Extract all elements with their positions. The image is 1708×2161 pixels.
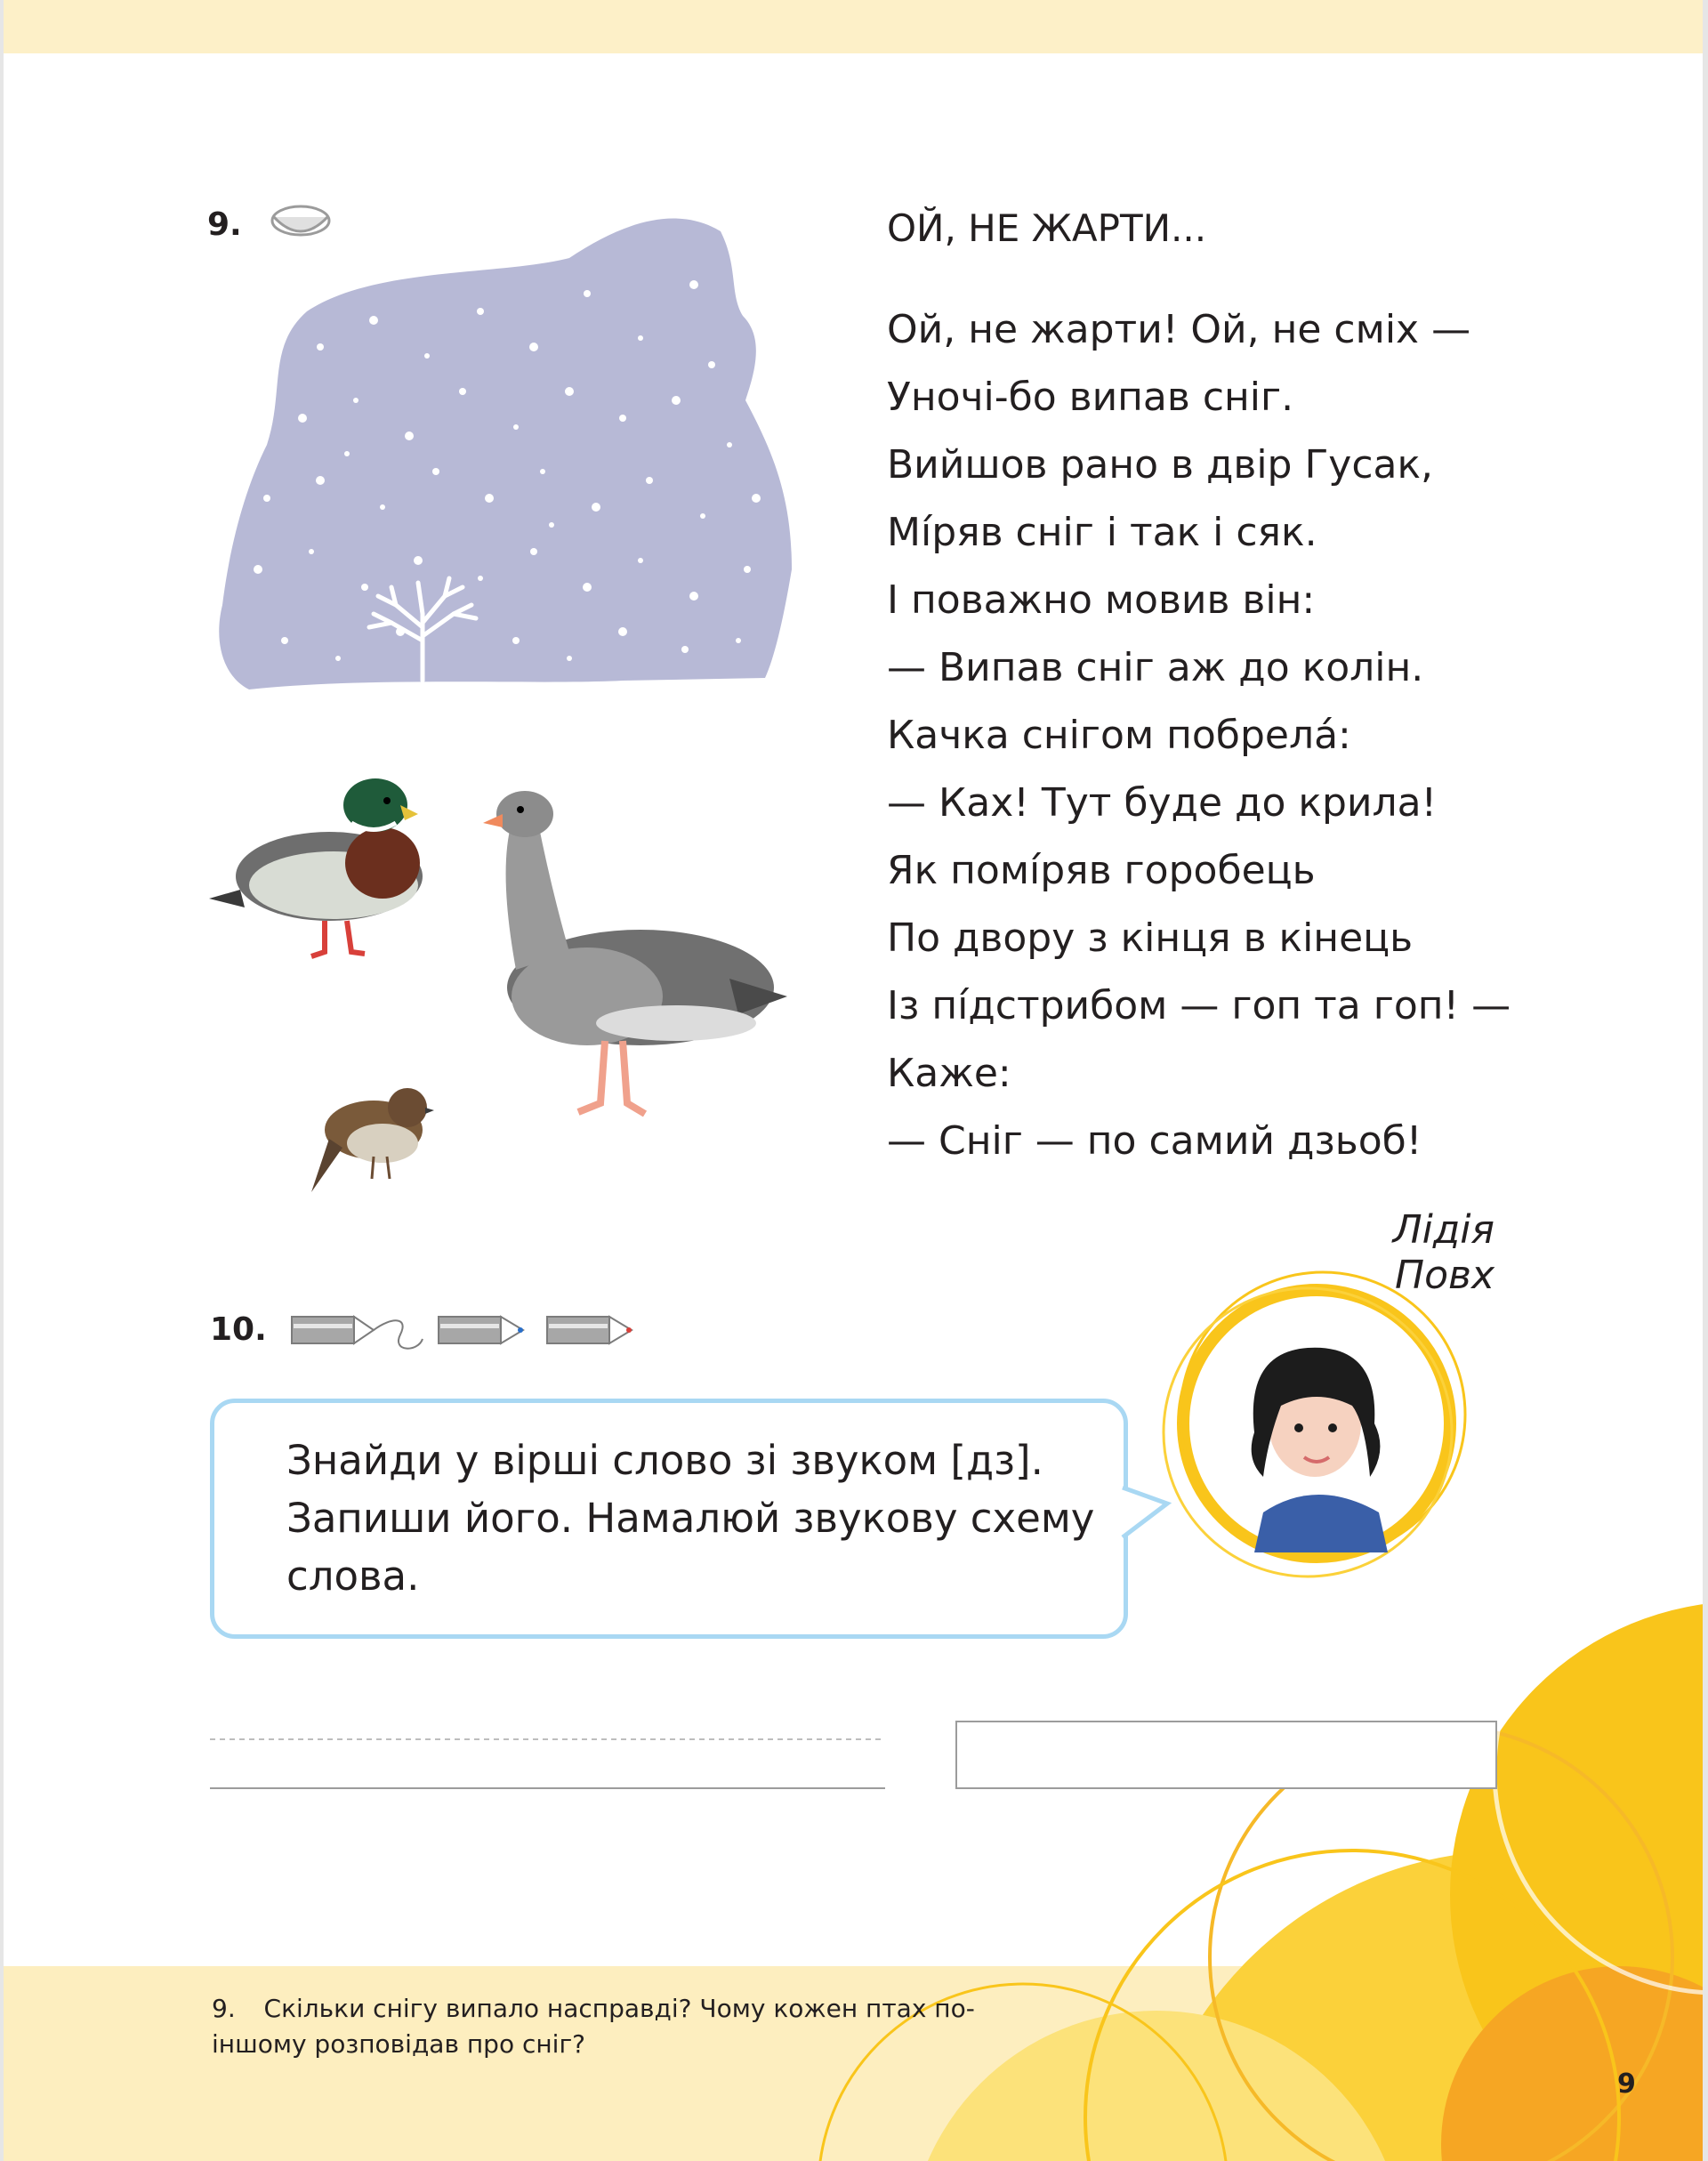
page-number: 9 (1617, 2068, 1636, 2100)
poem-line: І поважно мовив він: (887, 577, 1316, 623)
speech-bubble-tail (1121, 1486, 1174, 1548)
duck-illustration (209, 778, 423, 956)
poem-line: Ой, не жарти! Ой, не сміх — (887, 307, 1471, 352)
snow-scene-illustration (219, 219, 792, 689)
pencil-blue-icon (439, 1317, 523, 1343)
girl-avatar (1164, 1272, 1465, 1576)
pencil-red-icon (547, 1317, 632, 1343)
task-text-line: Знайди у вірші слово зі звуком [дз]. (286, 1437, 1043, 1484)
page-frame-right (1703, 0, 1708, 2161)
reading-icon (272, 206, 329, 235)
exercise-10-number: 10. (210, 1311, 267, 1348)
task-text-line: слова. (286, 1552, 420, 1600)
poem-line: Вийшов рано в двір Гусак, (887, 442, 1434, 488)
sound-scheme-box[interactable] (956, 1722, 1496, 1788)
poem-author: Лідія Повх (1392, 1207, 1494, 1298)
footer-question-text: Скільки снігу випало насправді? Чому кожен птах по-іншому розповідав про сніг? (212, 1994, 975, 2059)
task-text-line: Запиши його. Намалюй звукову схему (286, 1495, 1095, 1542)
poem-line: Мі́ряв сніг і так і сяк. (887, 510, 1317, 555)
poem-line: Качка снігом побрела́: (887, 713, 1351, 758)
poem-title: ОЙ, НЕ ЖАРТИ... (887, 206, 1207, 250)
footer-question (212, 1991, 1066, 2062)
poem-line: — Ках! Тут буде до крила! (887, 780, 1438, 826)
answer-writing-line[interactable] (210, 1739, 886, 1789)
page-frame-left (0, 0, 4, 2161)
footer-question-number: 9. (212, 1994, 236, 2023)
goose-illustration (483, 791, 787, 1114)
poem-line: Каже: (887, 1051, 1011, 1096)
exercise-9-number: 9. (207, 206, 242, 243)
poem-line: — Сніг — по самий дзьоб! (887, 1118, 1422, 1164)
poem-line: По двору з кінця в кінець (887, 915, 1414, 961)
poem-line: — Випав сніг аж до колін. (887, 645, 1424, 690)
pencil-icon (292, 1317, 423, 1349)
poem-line: Уночі-бо випав сніг. (887, 375, 1294, 420)
poem-line: Із пі́дстрибом — гоп та гоп! — (887, 983, 1511, 1028)
poem-line: Як помі́ряв горобець (887, 848, 1316, 893)
sparrow-illustration (311, 1088, 434, 1192)
